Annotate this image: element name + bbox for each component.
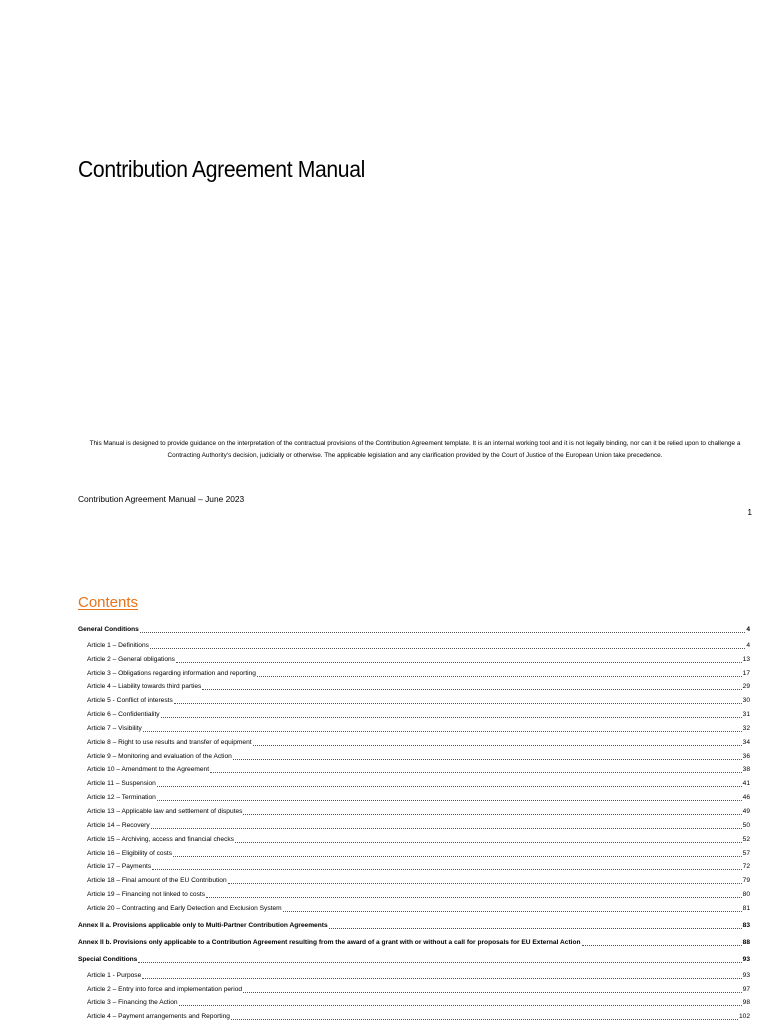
toc-dot-leader <box>233 753 742 760</box>
toc-entry-label[interactable]: Annex II b. Provisions only applicable to a Contribution Agreement resulting from the award of a grant with or without a call for proposals for EU External Action <box>78 938 581 946</box>
toc-entry-label[interactable]: Article 1 – Definitions <box>87 641 149 649</box>
toc-dot-leader <box>582 939 742 946</box>
toc-entry[interactable] <box>78 719 750 733</box>
toc-dot-leader <box>179 999 742 1006</box>
toc-entry-page[interactable]: 36 <box>742 752 750 760</box>
toc-dot-leader <box>210 766 742 773</box>
toc-dot-leader <box>243 986 742 993</box>
toc-entry[interactable] <box>78 1007 750 1021</box>
toc-entry-page[interactable]: 50 <box>742 821 750 829</box>
toc-dot-leader <box>152 863 742 870</box>
toc-entry-page[interactable]: 83 <box>742 921 750 929</box>
toc-dot-leader <box>231 1013 738 1020</box>
toc-entry-page[interactable]: 4 <box>746 641 750 649</box>
toc-entry-label[interactable]: Article 19 – Financing not linked to costs <box>87 891 206 899</box>
toc-entry-label[interactable]: Article 2 – General obligations <box>87 655 175 663</box>
toc-entry[interactable] <box>78 747 750 761</box>
toc-entry[interactable] <box>78 620 750 634</box>
toc-dot-leader <box>173 850 742 857</box>
toc-entry-page[interactable]: 97 <box>742 985 750 993</box>
toc-entry-page[interactable]: 49 <box>742 807 750 815</box>
footer-page-number: 1 <box>747 507 752 517</box>
toc-entry-label[interactable]: Article 14 – Recovery <box>87 821 150 829</box>
toc-entry[interactable] <box>78 899 750 913</box>
toc-entry-page[interactable]: 31 <box>742 711 750 719</box>
toc-entry-label[interactable]: Article 1 - Purpose <box>87 971 142 979</box>
toc-entry[interactable] <box>78 636 750 650</box>
toc-entry-page[interactable]: 88 <box>742 938 750 946</box>
toc-dot-leader <box>140 626 746 633</box>
toc-entry-label[interactable]: Article 15 – Archiving, access and financial checks <box>87 835 234 843</box>
toc-entry-label[interactable]: Article 9 – Monitoring and evaluation of the Action <box>87 752 232 760</box>
toc-dot-leader <box>150 642 745 649</box>
toc-entry-label[interactable]: Article 5 - Conflict of interests <box>87 697 173 705</box>
toc-entry-label[interactable]: General Conditions <box>78 626 139 633</box>
toc-entry-page[interactable]: 4 <box>746 626 750 633</box>
toc-entry[interactable] <box>78 705 750 719</box>
toc-entry-page[interactable]: 72 <box>742 863 750 871</box>
toc-entry-page[interactable]: 93 <box>742 955 750 963</box>
toc-entry-label[interactable]: Article 4 – Payment arrangements and Reporting <box>87 1013 230 1021</box>
toc-entry-page[interactable]: 98 <box>742 999 750 1007</box>
toc-entry-page[interactable]: 46 <box>742 794 750 802</box>
toc-entry[interactable] <box>78 650 750 664</box>
toc-entry-page[interactable]: 30 <box>742 697 750 705</box>
toc-entry-label[interactable]: Article 18 – Final amount of the EU Contribution <box>87 877 227 885</box>
toc-entry-label[interactable]: Article 2 – Entry into force and implementation period <box>87 985 243 993</box>
toc-entry-page[interactable]: 81 <box>742 904 750 912</box>
toc-entry-label[interactable]: Article 6 – Confidentiality <box>87 711 160 719</box>
toc-entry[interactable] <box>78 994 750 1008</box>
toc-entry-page[interactable]: 13 <box>742 655 750 663</box>
toc-entry-label[interactable]: Article 3 – Financing the Action <box>87 999 178 1007</box>
toc-entry-page[interactable]: 17 <box>742 669 750 677</box>
toc-entry[interactable] <box>78 871 750 885</box>
toc-entry[interactable] <box>78 858 750 872</box>
toc-dot-leader <box>142 972 741 979</box>
toc-entry-page[interactable]: 38 <box>742 766 750 774</box>
toc-entry-label[interactable]: Special Conditions <box>78 955 138 963</box>
toc-entry-label[interactable]: Article 11 – Suspension <box>87 780 156 788</box>
toc-dot-leader <box>151 822 742 829</box>
toc-heading-link[interactable]: Contents <box>78 594 139 611</box>
toc-dot-leader <box>174 697 742 704</box>
toc-dot-leader <box>138 956 741 963</box>
toc-entry-label[interactable]: Article 13 – Applicable law and settlement of disputes <box>87 807 243 815</box>
toc-entry-label[interactable]: Annex II a. Provisions applicable only to Multi-Partner Contribution Agreements <box>78 921 328 929</box>
toc-entry-page[interactable]: 34 <box>742 738 750 746</box>
toc-entry[interactable] <box>78 788 750 802</box>
toc-entry[interactable] <box>78 802 750 816</box>
table-of-contents <box>78 620 750 1021</box>
toc-dot-leader <box>143 725 742 732</box>
toc-entry[interactable] <box>78 885 750 899</box>
toc-dot-leader <box>235 836 742 843</box>
toc-dot-leader <box>157 780 742 787</box>
toc-dot-leader <box>157 794 742 801</box>
toc-dot-leader <box>228 877 742 884</box>
toc-entry[interactable] <box>78 691 750 705</box>
toc-entry[interactable] <box>78 966 750 980</box>
page-title: Contribution Agreement Manual <box>78 156 365 182</box>
toc-entry-label[interactable]: Article 8 – Right to use results and transfer of equipment <box>87 738 252 746</box>
toc-entry[interactable] <box>78 816 750 830</box>
toc-entry-page[interactable]: 29 <box>742 683 750 691</box>
toc-entry-label[interactable]: Article 3 – Obligations regarding information and reporting <box>87 669 256 677</box>
footer-document-label: Contribution Agreement Manual – June 2023 <box>78 494 245 504</box>
toc-entry-page[interactable]: 32 <box>742 724 750 732</box>
toc-dot-leader <box>329 922 742 929</box>
toc-entry-label[interactable]: Article 10 – Amendment to the Agreement <box>87 766 210 774</box>
toc-entry-page[interactable]: 79 <box>742 877 750 885</box>
toc-entry[interactable] <box>78 950 750 964</box>
toc-entry[interactable] <box>78 774 750 788</box>
toc-entry[interactable] <box>78 933 750 947</box>
toc-dot-leader <box>176 656 742 663</box>
toc-entry[interactable] <box>78 664 750 678</box>
toc-heading[interactable] <box>78 594 138 611</box>
toc-entry[interactable] <box>78 830 750 844</box>
toc-entry[interactable] <box>78 916 750 930</box>
toc-entry-label[interactable]: Article 20 – Contracting and Early Detection and Exclusion System <box>87 904 282 912</box>
toc-entry[interactable] <box>78 761 750 775</box>
disclaimer-text: This Manual is designed to provide guidance on the interpretation of the contractual provisions of the Contribution Agreement template. It is an internal working tool and it is not legally binding, nor can it be relied upon to challenge a Contracting Authority's decision, judicially or otherwise. The applicable legislation and any clarification provided by the Court of Justice of the European Union take precedence. <box>89 440 741 459</box>
toc-entry-page[interactable]: 80 <box>742 891 750 899</box>
toc-dot-leader <box>253 739 742 746</box>
toc-entry[interactable] <box>78 678 750 692</box>
toc-entry[interactable] <box>78 844 750 858</box>
toc-dot-leader <box>202 683 741 690</box>
toc-entry-page[interactable]: 93 <box>742 971 750 979</box>
toc-entry-label[interactable]: Article 7 – Visibility <box>87 724 142 732</box>
toc-dot-leader <box>206 891 742 898</box>
toc-entry-label[interactable]: Article 4 – Liability towards third parties <box>87 683 202 691</box>
toc-entry-page[interactable]: 102 <box>738 1013 750 1021</box>
toc-dot-leader <box>243 808 741 815</box>
toc-entry-label[interactable]: Article 12 – Termination <box>87 794 156 802</box>
toc-dot-leader <box>161 711 742 718</box>
toc-dot-leader <box>283 905 742 912</box>
toc-entry-page[interactable]: 41 <box>742 780 750 788</box>
toc-entry[interactable] <box>78 733 750 747</box>
toc-entry[interactable] <box>78 980 750 994</box>
toc-entry-label[interactable]: Article 17 – Payments <box>87 863 152 871</box>
toc-entry-page[interactable]: 52 <box>742 835 750 843</box>
toc-entry-page[interactable]: 57 <box>742 849 750 857</box>
toc-entry-label[interactable]: Article 16 – Eligibility of costs <box>87 849 173 857</box>
toc-dot-leader <box>257 670 742 677</box>
